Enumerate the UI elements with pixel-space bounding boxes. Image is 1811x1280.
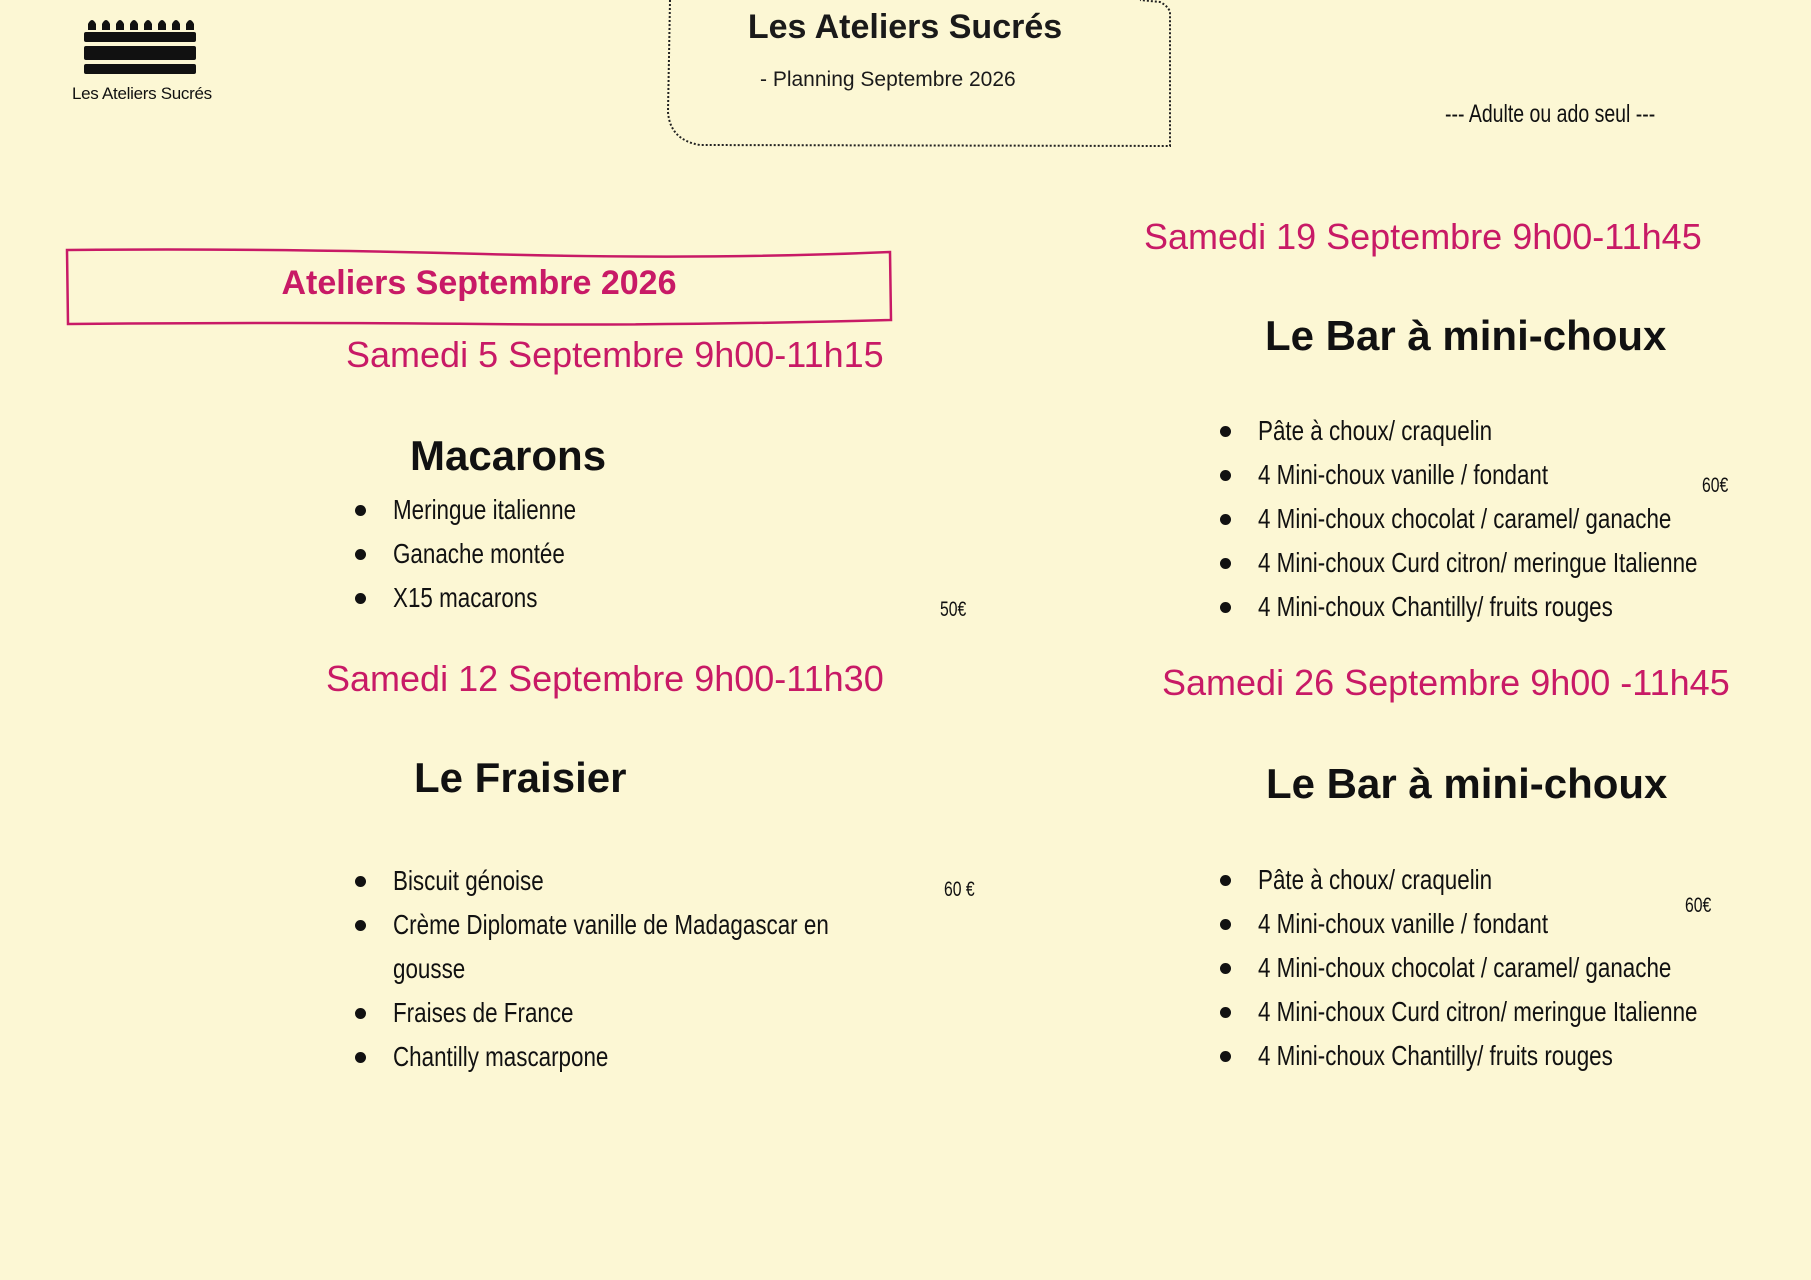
list-item: 4 Mini-choux Curd citron/ meringue Italienne: [1220, 541, 1807, 585]
workshop-title: Le Bar à mini-choux: [1265, 312, 1667, 359]
list-item: 4 Mini-choux chocolat / caramel/ ganache: [1220, 497, 1807, 541]
workshop-items: [1220, 409, 1807, 629]
list-item: Biscuit génoise: [355, 859, 938, 903]
workshop-price: 60€: [1702, 474, 1729, 497]
list-item: 4 Mini-choux vanille / fondant: [1220, 902, 1807, 946]
workshop-price: 60€: [1685, 894, 1712, 917]
list-item: Ganache montée: [355, 532, 622, 576]
list-item: Pâte à choux/ craquelin: [1220, 409, 1807, 453]
page-subtitle: - Planning Septembre 2026: [760, 68, 1016, 91]
workshop-date: Samedi 26 Septembre 9h00 -11h45: [1162, 662, 1730, 703]
list-item: 4 Mini-choux vanille / fondant: [1220, 453, 1807, 497]
workshop-title: Macarons: [410, 432, 607, 479]
workshop-items: [1220, 858, 1807, 1078]
bullet-icon: [1220, 1007, 1231, 1018]
workshop-date: Samedi 5 Septembre 9h00-11h15: [346, 334, 884, 375]
bullet-icon: [355, 1052, 366, 1063]
bullet-icon: [355, 1008, 366, 1019]
bullet-icon: [1220, 558, 1231, 569]
bullet-icon: [1220, 919, 1231, 930]
workshop-items: [355, 859, 938, 1079]
workshop-price: 50€: [940, 598, 967, 621]
workshop-title: Le Bar à mini-choux: [1266, 760, 1668, 807]
bullet-icon: [1220, 1051, 1231, 1062]
workshop-date: Samedi 19 Septembre 9h00-11h45: [1144, 216, 1702, 257]
list-item: 4 Mini-choux Curd citron/ meringue Italienne: [1220, 990, 1807, 1034]
list-item: Pâte à choux/ craquelin: [1220, 858, 1807, 902]
workshop-title: Le Fraisier: [414, 754, 627, 801]
list-item: 4 Mini-choux chocolat / caramel/ ganache: [1220, 946, 1807, 990]
bullet-icon: [1220, 875, 1231, 886]
list-item: 4 Mini-choux Chantilly/ fruits rouges: [1220, 1034, 1807, 1078]
list-item: 4 Mini-choux Chantilly/ fruits rouges: [1220, 585, 1807, 629]
logo-caption: Les Ateliers Sucrés: [72, 84, 212, 103]
list-item: Fraises de France: [355, 991, 938, 1035]
list-item: Meringue italienne: [355, 488, 622, 532]
bullet-icon: [355, 593, 366, 604]
bullet-icon: [1220, 602, 1231, 613]
bullet-icon: [1220, 470, 1231, 481]
list-item: Crème Diplomate vanille de Madagascar en: [355, 903, 938, 947]
bullet-icon: [1220, 514, 1231, 525]
bullet-icon: [355, 920, 366, 931]
audience-label: --- Adulte ou ado seul ---: [1445, 100, 1656, 128]
workshop-price: 60 €: [944, 878, 975, 901]
list-item: gousse: [393, 953, 466, 984]
workshop-items: [355, 488, 622, 620]
bullet-icon: [355, 876, 366, 887]
list-item: X15 macarons: [355, 576, 622, 620]
workshop-date: Samedi 12 Septembre 9h00-11h30: [326, 658, 884, 699]
section-title: Ateliers Septembre 2026: [281, 264, 677, 302]
bullet-icon: [355, 549, 366, 560]
bullet-icon: [1220, 426, 1231, 437]
bullet-icon: [355, 505, 366, 516]
page-title: Les Ateliers Sucrés: [747, 8, 1063, 46]
bullet-icon: [1220, 963, 1231, 974]
list-item: Chantilly mascarpone: [355, 1035, 938, 1079]
